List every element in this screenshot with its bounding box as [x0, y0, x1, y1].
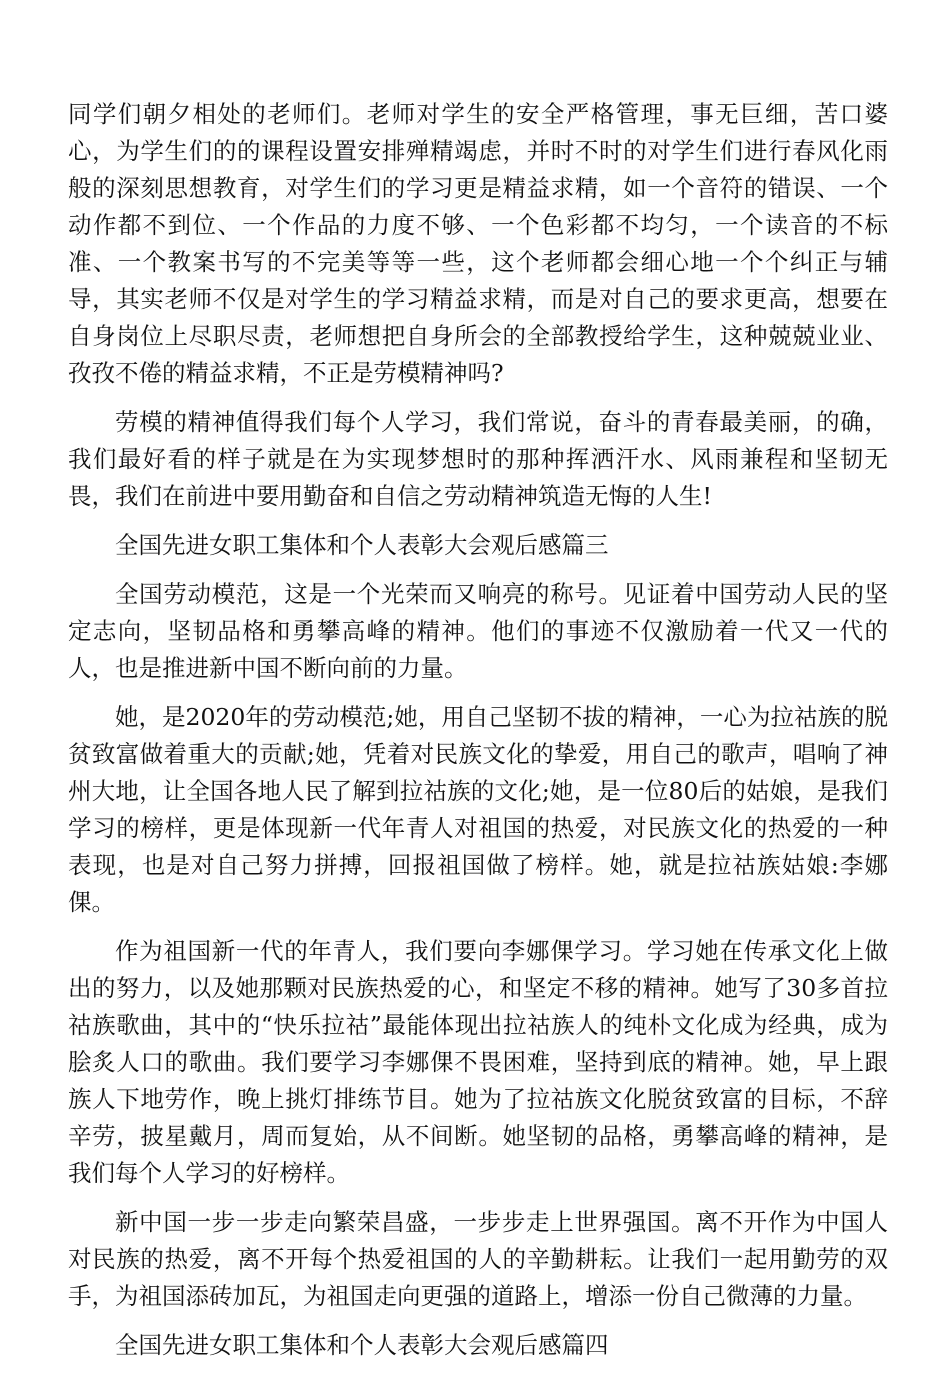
section-heading-part-three: 全国先进女职工集体和个人表彰大会观后感篇三 [115, 531, 609, 559]
paragraph-new-china: 新中国一步一步走向繁荣昌盛，一步步走上世界强国。离不开作为中国人对民族的热爱，离不开每个热爱祖国的人的辛勤耕耘。让我们一起用勤劳的双手，为祖国添砖加瓦，为祖国走向更强的道路上，增添一份自己微薄的力量。 [68, 1208, 888, 1310]
paragraph-young-generation: 作为祖国新一代的年青人，我们要向李娜倮学习。学习她在传承文化上做出的努力，以及她那颗对民族热爱的心，和坚定不移的精神。她写了30多首拉祜族歌曲，其中的“快乐拉祜”最能体现出拉祜族人的纯朴文化成为经典，成为脍炙人口的歌曲。我们要学习李娜倮不畏困难，坚持到底的精神。她，早上跟族人下地劳作，晚上挑灯排练节目。她为了拉祜族文化脱贫致富的目标，不辞辛劳，披星戴月，周而复始，从不间断。她坚韧的品格，勇攀高峰的精神，是我们每个人学习的好榜样。 [68, 937, 888, 1187]
document-page [68, 96, 888, 1376]
paragraph-national-model: 全国劳动模范，这是一个光荣而又响亮的称号。见证着中国劳动人民的坚定志向，坚韧品格和勇攀高峰的精神。他们的事迹不仅激励着一代又一代的人，也是推进新中国不断向前的力量。 [68, 580, 888, 682]
paragraph-teachers: 同学们朝夕相处的老师们。老师对学生的安全严格管理，事无巨细，苦口婆心，为学生们的的课程设置安排殚精竭虑，并时不时的对学生们进行春风化雨般的深刻思想教育，对学生们的学习更是精益求精，如一个音符的错误、一个动作都不到位、一个作品的力度不够、一个色彩都不均匀，一个读音的不标准、一个教案书写的不完美等等一些，这个老师都会细心地一个个纠正与辅导，其实老师不仅是对学生的学习精益求精，而是对自己的要求更高，想要在自身岗位上尽职尽责，老师想把自身所会的全部教授给学生，这种兢兢业业、孜孜不倦的精益求精，不正是劳模精神吗? [68, 100, 888, 387]
section-heading-part-four: 全国先进女职工集体和个人表彰大会观后感篇四 [115, 1331, 609, 1359]
paragraph-she-2020: 她，是2020年的劳动模范;她，用自己坚韧不拔的精神，一心为拉祜族的脱贫致富做着重大的贡献;她，凭着对民族文化的挚爱，用自己的歌声，唱响了神州大地，让全国各地人民了解到拉祜族的文化;她，是一位80后的姑娘，是我们学习的榜样，更是体现新一代年青人对祖国的热爱，对民族文化的热爱的一种表现，也是对自己努力拼搏，回报祖国做了榜样。她，就是拉祜族姑娘:李娜倮。 [68, 703, 888, 916]
paragraph-model-spirit: 劳模的精神值得我们每个人学习，我们常说，奋斗的青春最美丽，的确，我们最好看的样子就是在为实现梦想时的那种挥洒汗水、风雨兼程和坚韧无畏，我们在前进中要用勤奋和自信之劳动精神筑造无悔的人生! [68, 408, 888, 510]
